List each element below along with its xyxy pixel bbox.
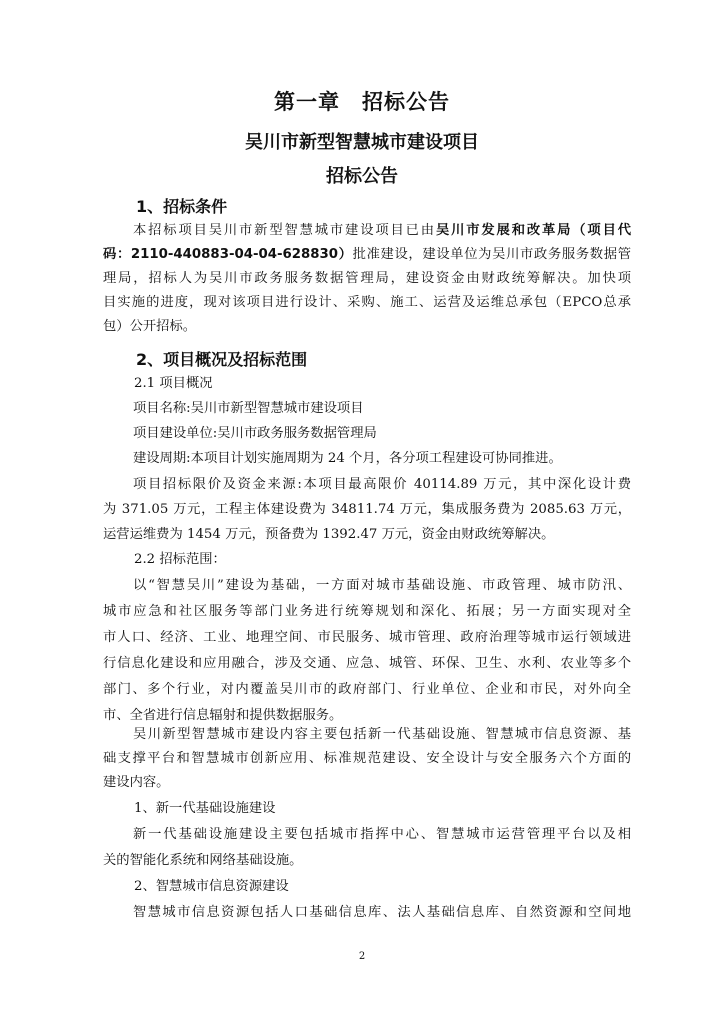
budget-line: 运营运维费为 1454 万元，预备费为 1392.47 万元，资金由财政统筹解决。: [103, 527, 555, 542]
subsection-2-1-heading: 2.1 项目概况: [134, 376, 213, 391]
list-item-heading: 1、新一代基础设施建设: [134, 801, 276, 816]
project-unit: 项目建设单位:吴川市政务服务数据管理局: [133, 426, 377, 441]
project-period: 建设周期:本项目计划实施周期为 24 个月，各分项工程建设可协同推进。: [133, 451, 562, 466]
section-1-heading: 1、招标条件: [136, 197, 228, 216]
bold-text-run: 吴川市发展和改革局（项目代: [435, 223, 631, 238]
page-number: 2: [358, 951, 366, 962]
paragraph-line: 目实施的进度，现对该项目进行设计、采购、施工、运营及运维总承包（EPCO总承: [103, 295, 631, 310]
paragraph-line: 市人口、经济、工业、地理空间、市民服务、城市管理、政府治理等城市运行领域进: [103, 630, 631, 645]
paragraph-line: 新一代基础设施建设主要包括城市指挥中心、智慧城市运营管理平台以及相: [133, 827, 631, 842]
paragraph-line: 包）公开招标。: [103, 319, 197, 334]
paragraph-line: 关的智能化系统和网络基础设施。: [103, 853, 303, 868]
text-run: 批准建设，建设单位为吴川市政务服务数据管: [352, 247, 631, 262]
paragraph-line: [103, 243, 631, 267]
paragraph-line: 部门、多个行业，对内覆盖吴川市的政府部门、行业单位、企业和市民，对外向全: [103, 682, 631, 697]
list-item-heading: 2、智慧城市信息资源建设: [134, 879, 289, 894]
section-2-heading: 2、项目概况及招标范围: [136, 350, 308, 369]
bold-text-run: 码：2110-440883-04-04-628830）: [103, 247, 353, 262]
paragraph-line: 吴川新型智慧城市建设内容主要包括新一代基础设施、智慧城市信息资源、基: [133, 727, 631, 742]
project-name: 项目名称:吴川市新型智慧城市建设项目: [133, 401, 364, 416]
budget-line: 项目招标限价及资金来源:本项目最高限价 40114.89 万元，其中深化设计费: [133, 477, 631, 492]
budget-line: 为 371.05 万元，工程主体建设费为 34811.74 万元，集成服务费为 2085.63 万元，: [103, 502, 631, 517]
paragraph-line: [133, 219, 631, 243]
paragraph-line: 以“智慧吴川”建设为基础，一方面对城市基础设施、市政管理、城市防汛、: [133, 578, 631, 593]
paragraph-line: 城市应急和社区服务等部门业务进行统筹规划和深化、拓展；另一方面实现对全: [103, 604, 631, 619]
paragraph-line: 建设内容。: [103, 775, 170, 790]
paragraph-line: 智慧城市信息资源包括人口基础信息库、法人基础信息库、自然资源和空间地: [133, 905, 631, 920]
text-run: 本招标项目吴川市新型智慧城市建设项目已由: [133, 223, 436, 238]
subsection-2-2-heading: 2.2 招标范围：: [134, 552, 226, 567]
paragraph-line: 础支撑平台和智慧城市创新应用、标准规范建设、安全设计与安全服务六个方面的: [103, 751, 631, 766]
paragraph-line: 行信息化建设和应用融合，涉及交通、应急、城管、环保、卫生、水利、农业等多个: [103, 656, 631, 671]
paragraph-line: 理局，招标人为吴川市政务服务数据管理局，建设资金由财政统筹解决。加快项: [103, 271, 631, 286]
chapter-title: 第一章 招标公告: [274, 90, 450, 114]
notice-title: 招标公告: [326, 166, 398, 187]
project-title: 吴川市新型智慧城市建设项目: [245, 132, 479, 153]
paragraph-line: 市、全省进行信息辐射和提供数据服务。: [103, 708, 343, 723]
